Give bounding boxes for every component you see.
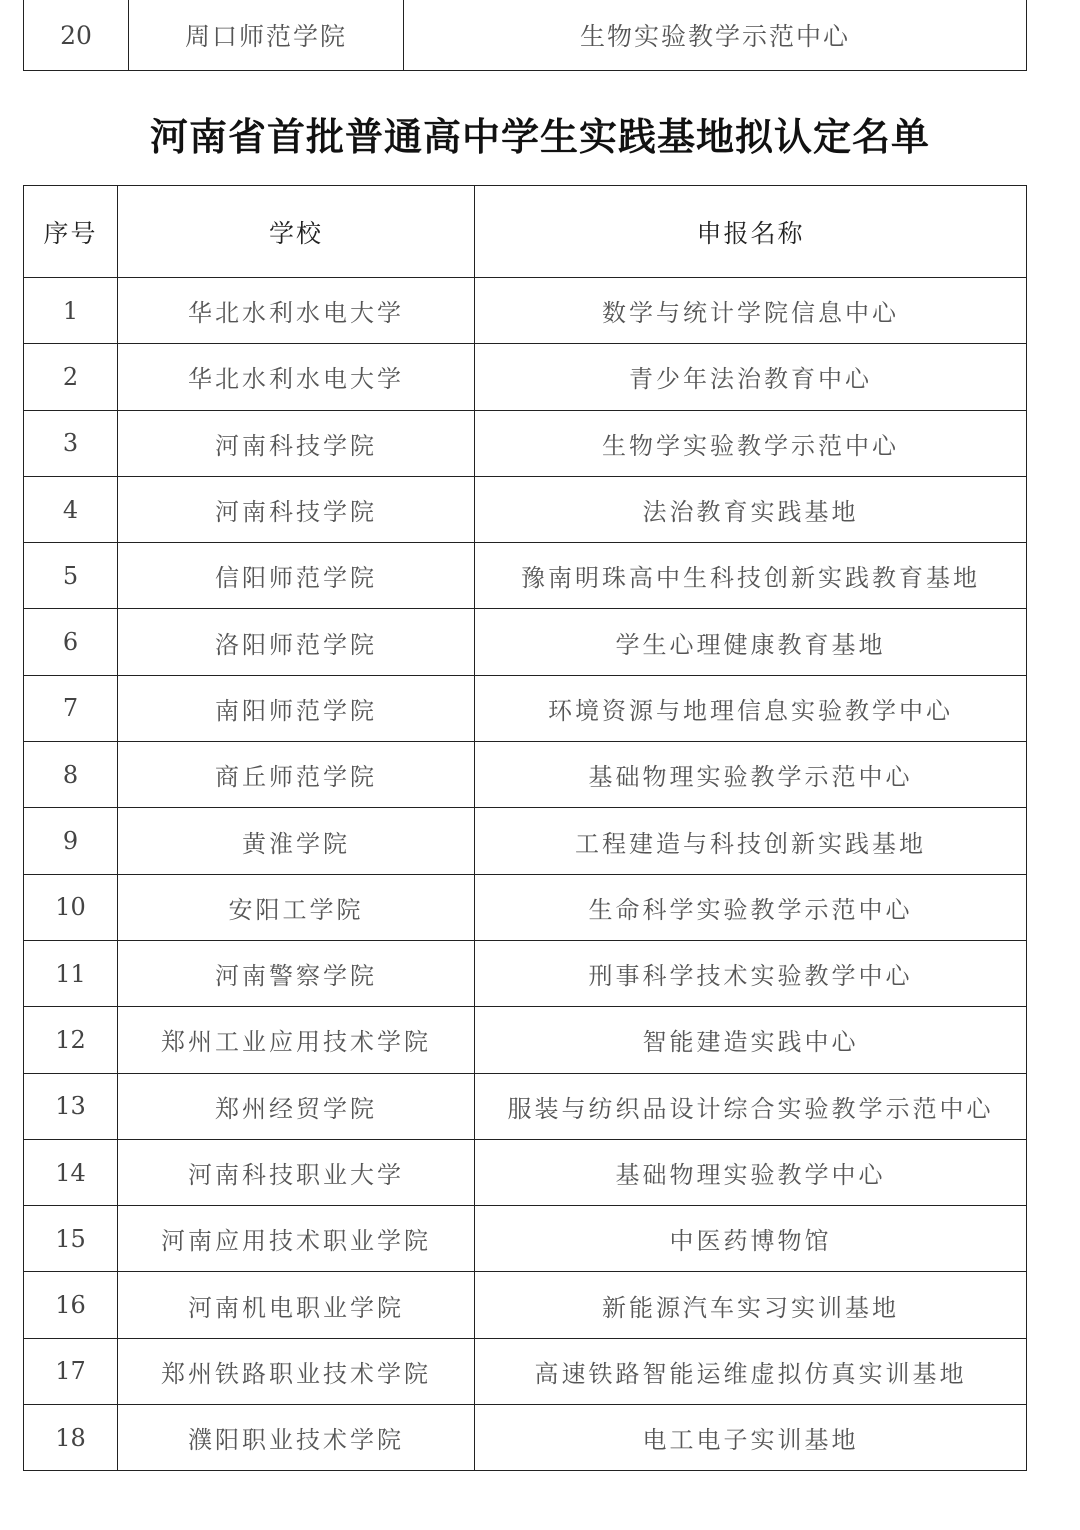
table-row — [24, 278, 1027, 344]
row-name: 青少年法治教育中心 — [475, 344, 1027, 410]
row-school: 郑州经贸学院 — [118, 1073, 475, 1139]
row-name: 豫南明珠高中生科技创新实践教育基地 — [475, 543, 1027, 609]
row-school: 南阳师范学院 — [118, 675, 475, 741]
row-number: 18 — [24, 1405, 118, 1471]
header-name: 申报名称 — [475, 186, 1027, 278]
row-school: 信阳师范学院 — [118, 543, 475, 609]
row-name: 数学与统计学院信息中心 — [475, 278, 1027, 344]
row-name: 智能建造实践中心 — [475, 1007, 1027, 1073]
row-school: 河南科技学院 — [118, 476, 475, 542]
row-number: 8 — [24, 742, 118, 808]
header-school: 学校 — [118, 186, 475, 278]
row-name: 高速铁路智能运维虚拟仿真实训基地 — [475, 1338, 1027, 1404]
row-number: 7 — [24, 675, 118, 741]
row-number: 10 — [24, 874, 118, 940]
row-name: 工程建造与科技创新实践基地 — [475, 808, 1027, 874]
row-name: 生物实验教学示范中心 — [404, 0, 1027, 71]
row-number: 2 — [24, 344, 118, 410]
table-row — [24, 476, 1027, 542]
row-number: 16 — [24, 1272, 118, 1338]
row-name: 法治教育实践基地 — [475, 476, 1027, 542]
table-row — [24, 940, 1027, 1006]
row-school: 濮阳职业技术学院 — [118, 1405, 475, 1471]
row-school: 安阳工学院 — [118, 874, 475, 940]
row-school: 河南机电职业学院 — [118, 1272, 475, 1338]
row-number: 5 — [24, 543, 118, 609]
row-number: 1 — [24, 278, 118, 344]
table-row — [24, 808, 1027, 874]
row-school: 周口师范学院 — [129, 0, 404, 71]
table-row — [24, 1007, 1027, 1073]
table-row — [24, 1073, 1027, 1139]
row-number: 3 — [24, 410, 118, 476]
row-number: 15 — [24, 1206, 118, 1272]
row-name: 基础物理实验教学中心 — [475, 1139, 1027, 1205]
row-number: 20 — [24, 0, 129, 71]
table-row — [24, 742, 1027, 808]
row-name: 基础物理实验教学示范中心 — [475, 742, 1027, 808]
document-title: 河南省首批普通高中学生实践基地拟认定名单 — [149, 115, 930, 159]
row-name: 中医药博物馆 — [475, 1206, 1027, 1272]
table-row — [24, 1272, 1027, 1338]
row-school: 郑州工业应用技术学院 — [118, 1007, 475, 1073]
row-number: 13 — [24, 1073, 118, 1139]
row-school: 华北水利水电大学 — [118, 344, 475, 410]
row-school: 商丘师范学院 — [118, 742, 475, 808]
table-row — [24, 609, 1027, 675]
table-row — [24, 344, 1027, 410]
practice-base-table — [23, 185, 1027, 1471]
row-name: 学生心理健康教育基地 — [475, 609, 1027, 675]
table-row — [24, 675, 1027, 741]
row-number: 6 — [24, 609, 118, 675]
header-number: 序号 — [24, 186, 118, 278]
table-row — [24, 1338, 1027, 1404]
row-school: 郑州铁路职业技术学院 — [118, 1338, 475, 1404]
row-number: 9 — [24, 808, 118, 874]
table-body — [24, 278, 1027, 1471]
row-school: 河南警察学院 — [118, 940, 475, 1006]
row-name: 服装与纺织品设计综合实验教学示范中心 — [475, 1073, 1027, 1139]
table-row — [24, 1206, 1027, 1272]
table-row — [24, 1139, 1027, 1205]
table-row — [24, 0, 1027, 71]
row-name: 生命科学实验教学示范中心 — [475, 874, 1027, 940]
row-name: 环境资源与地理信息实验教学中心 — [475, 675, 1027, 741]
row-name: 新能源汽车实习实训基地 — [475, 1272, 1027, 1338]
row-school: 洛阳师范学院 — [118, 609, 475, 675]
row-name: 生物学实验教学示范中心 — [475, 410, 1027, 476]
previous-table-fragment — [23, 0, 1027, 71]
table-row — [24, 543, 1027, 609]
row-number: 14 — [24, 1139, 118, 1205]
row-school: 河南科技学院 — [118, 410, 475, 476]
table-row — [24, 1405, 1027, 1471]
table-row — [24, 410, 1027, 476]
table-row — [24, 874, 1027, 940]
row-number: 4 — [24, 476, 118, 542]
row-school: 华北水利水电大学 — [118, 278, 475, 344]
row-number: 12 — [24, 1007, 118, 1073]
row-name: 电工电子实训基地 — [475, 1405, 1027, 1471]
row-school: 河南科技职业大学 — [118, 1139, 475, 1205]
row-school: 黄淮学院 — [118, 808, 475, 874]
row-number: 17 — [24, 1338, 118, 1404]
row-name: 刑事科学技术实验教学中心 — [475, 940, 1027, 1006]
row-school: 河南应用技术职业学院 — [118, 1206, 475, 1272]
row-number: 11 — [24, 940, 118, 1006]
table-header-row — [24, 186, 1027, 278]
